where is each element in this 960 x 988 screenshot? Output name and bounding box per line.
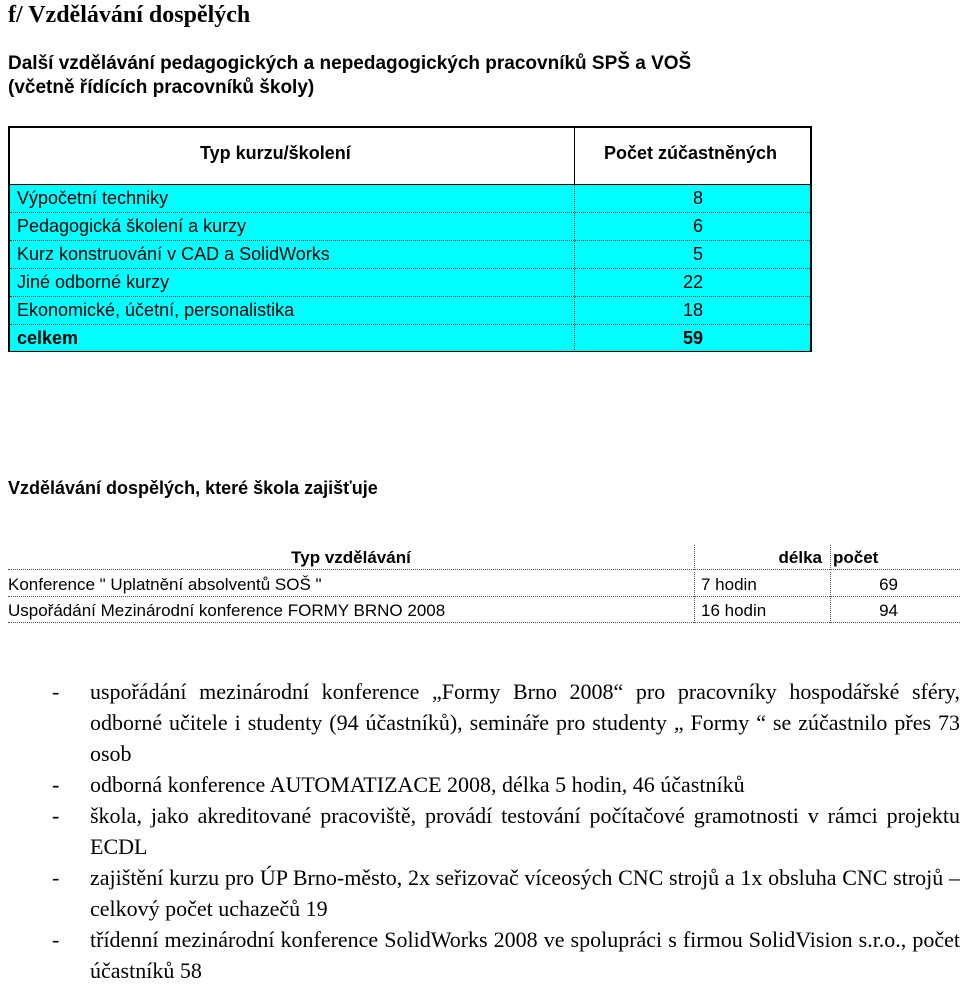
table-row — [10, 269, 810, 297]
table-row — [10, 241, 810, 269]
course-name: Jiné odborné kurzy — [17, 272, 170, 292]
section-title: f/ Vzdělávání dospělých — [8, 2, 251, 28]
list-dash: - — [52, 803, 60, 828]
table2-title: Vzdělávání dospělých, které škola zajišťuje — [8, 478, 378, 498]
list-item — [52, 924, 960, 986]
cell-divider — [574, 185, 575, 212]
course-count: 8 — [692, 188, 703, 208]
course-name: Kurz konstruování v CAD a SolidWorks — [17, 244, 330, 264]
education-length: 16 hodin — [694, 598, 830, 623]
course-name: Výpočetní techniky — [17, 188, 169, 208]
course-table-header-count: Počet zúčastněných — [604, 143, 778, 163]
cell-divider — [574, 241, 575, 268]
course-table-header-divider — [574, 128, 575, 184]
cell-divider — [574, 325, 575, 352]
education-count: 94 — [830, 598, 960, 623]
table1-title-line2: (včetně řídících pracovníků školy) — [8, 77, 315, 98]
total-count: 59 — [682, 328, 703, 348]
list-item — [52, 769, 960, 800]
list-dash: - — [52, 679, 60, 704]
list-item — [52, 676, 960, 769]
header-type: Typ vzdělávání — [8, 545, 694, 570]
course-table-header-type: Typ kurzu/školení — [200, 143, 351, 163]
header-count: počet — [830, 545, 960, 570]
list-dash: - — [52, 865, 60, 890]
course-name: Pedagogická školení a kurzy — [17, 216, 247, 236]
cell-divider — [574, 269, 575, 296]
course-table — [8, 126, 812, 352]
total-label: celkem — [17, 328, 79, 348]
table-row — [10, 185, 810, 213]
list-dash: - — [52, 772, 60, 797]
table1-title-line1: Další vzdělávání pedagogických a nepedagogických pracovníků SPŠ a VOŠ — [8, 53, 692, 74]
activity-list — [52, 676, 960, 986]
course-count: 22 — [682, 272, 703, 292]
header-length: délka — [694, 545, 830, 570]
course-name: Ekonomické, účetní, personalistika — [17, 300, 295, 320]
course-count: 18 — [682, 300, 703, 320]
education-count: 69 — [830, 572, 960, 597]
education-type: Uspořádání Mezinárodní konference FORMY BRNO 2008 — [8, 598, 694, 623]
list-item-text: škola, jako akreditované pracoviště, provádí testování počítačové gramotnosti v rámci projektu ECDL — [90, 803, 960, 859]
table-row — [10, 213, 810, 241]
table-row — [10, 297, 810, 325]
education-type: Konference " Uplatnění absolventů SOŠ " — [8, 572, 694, 597]
list-item — [52, 862, 960, 924]
cell-divider — [574, 297, 575, 324]
list-item-text: uspořádání mezinárodní konference „Formy Brno 2008“ pro pracovníky hospodářské sféry, odborné učitele i studenty (94 účastníků), semináře pro studenty „ Formy “ se zúčastnilo přes 73 osob — [90, 679, 960, 766]
list-item-text: zajištění kurzu pro ÚP Brno-město, 2x seřizovač víceosých CNC strojů a 1x obsluha CNC strojů – celkový počet uchazečů 19 — [90, 865, 960, 921]
list-item — [52, 800, 960, 862]
education-length: 7 hodin — [694, 572, 830, 597]
list-dash: - — [52, 927, 60, 952]
table-row-total — [10, 325, 810, 351]
list-item-text: třídenní mezinárodní konference SolidWorks 2008 ve spolupráci s firmou SolidVision s.r.o., počet účastníků 58 — [90, 927, 960, 983]
course-table-body — [10, 184, 810, 351]
cell-divider — [574, 213, 575, 240]
course-count: 6 — [692, 216, 703, 236]
course-count: 5 — [692, 244, 703, 264]
list-item-text: odborná konference AUTOMATIZACE 2008, délka 5 hodin, 46 účastníků — [90, 772, 745, 797]
